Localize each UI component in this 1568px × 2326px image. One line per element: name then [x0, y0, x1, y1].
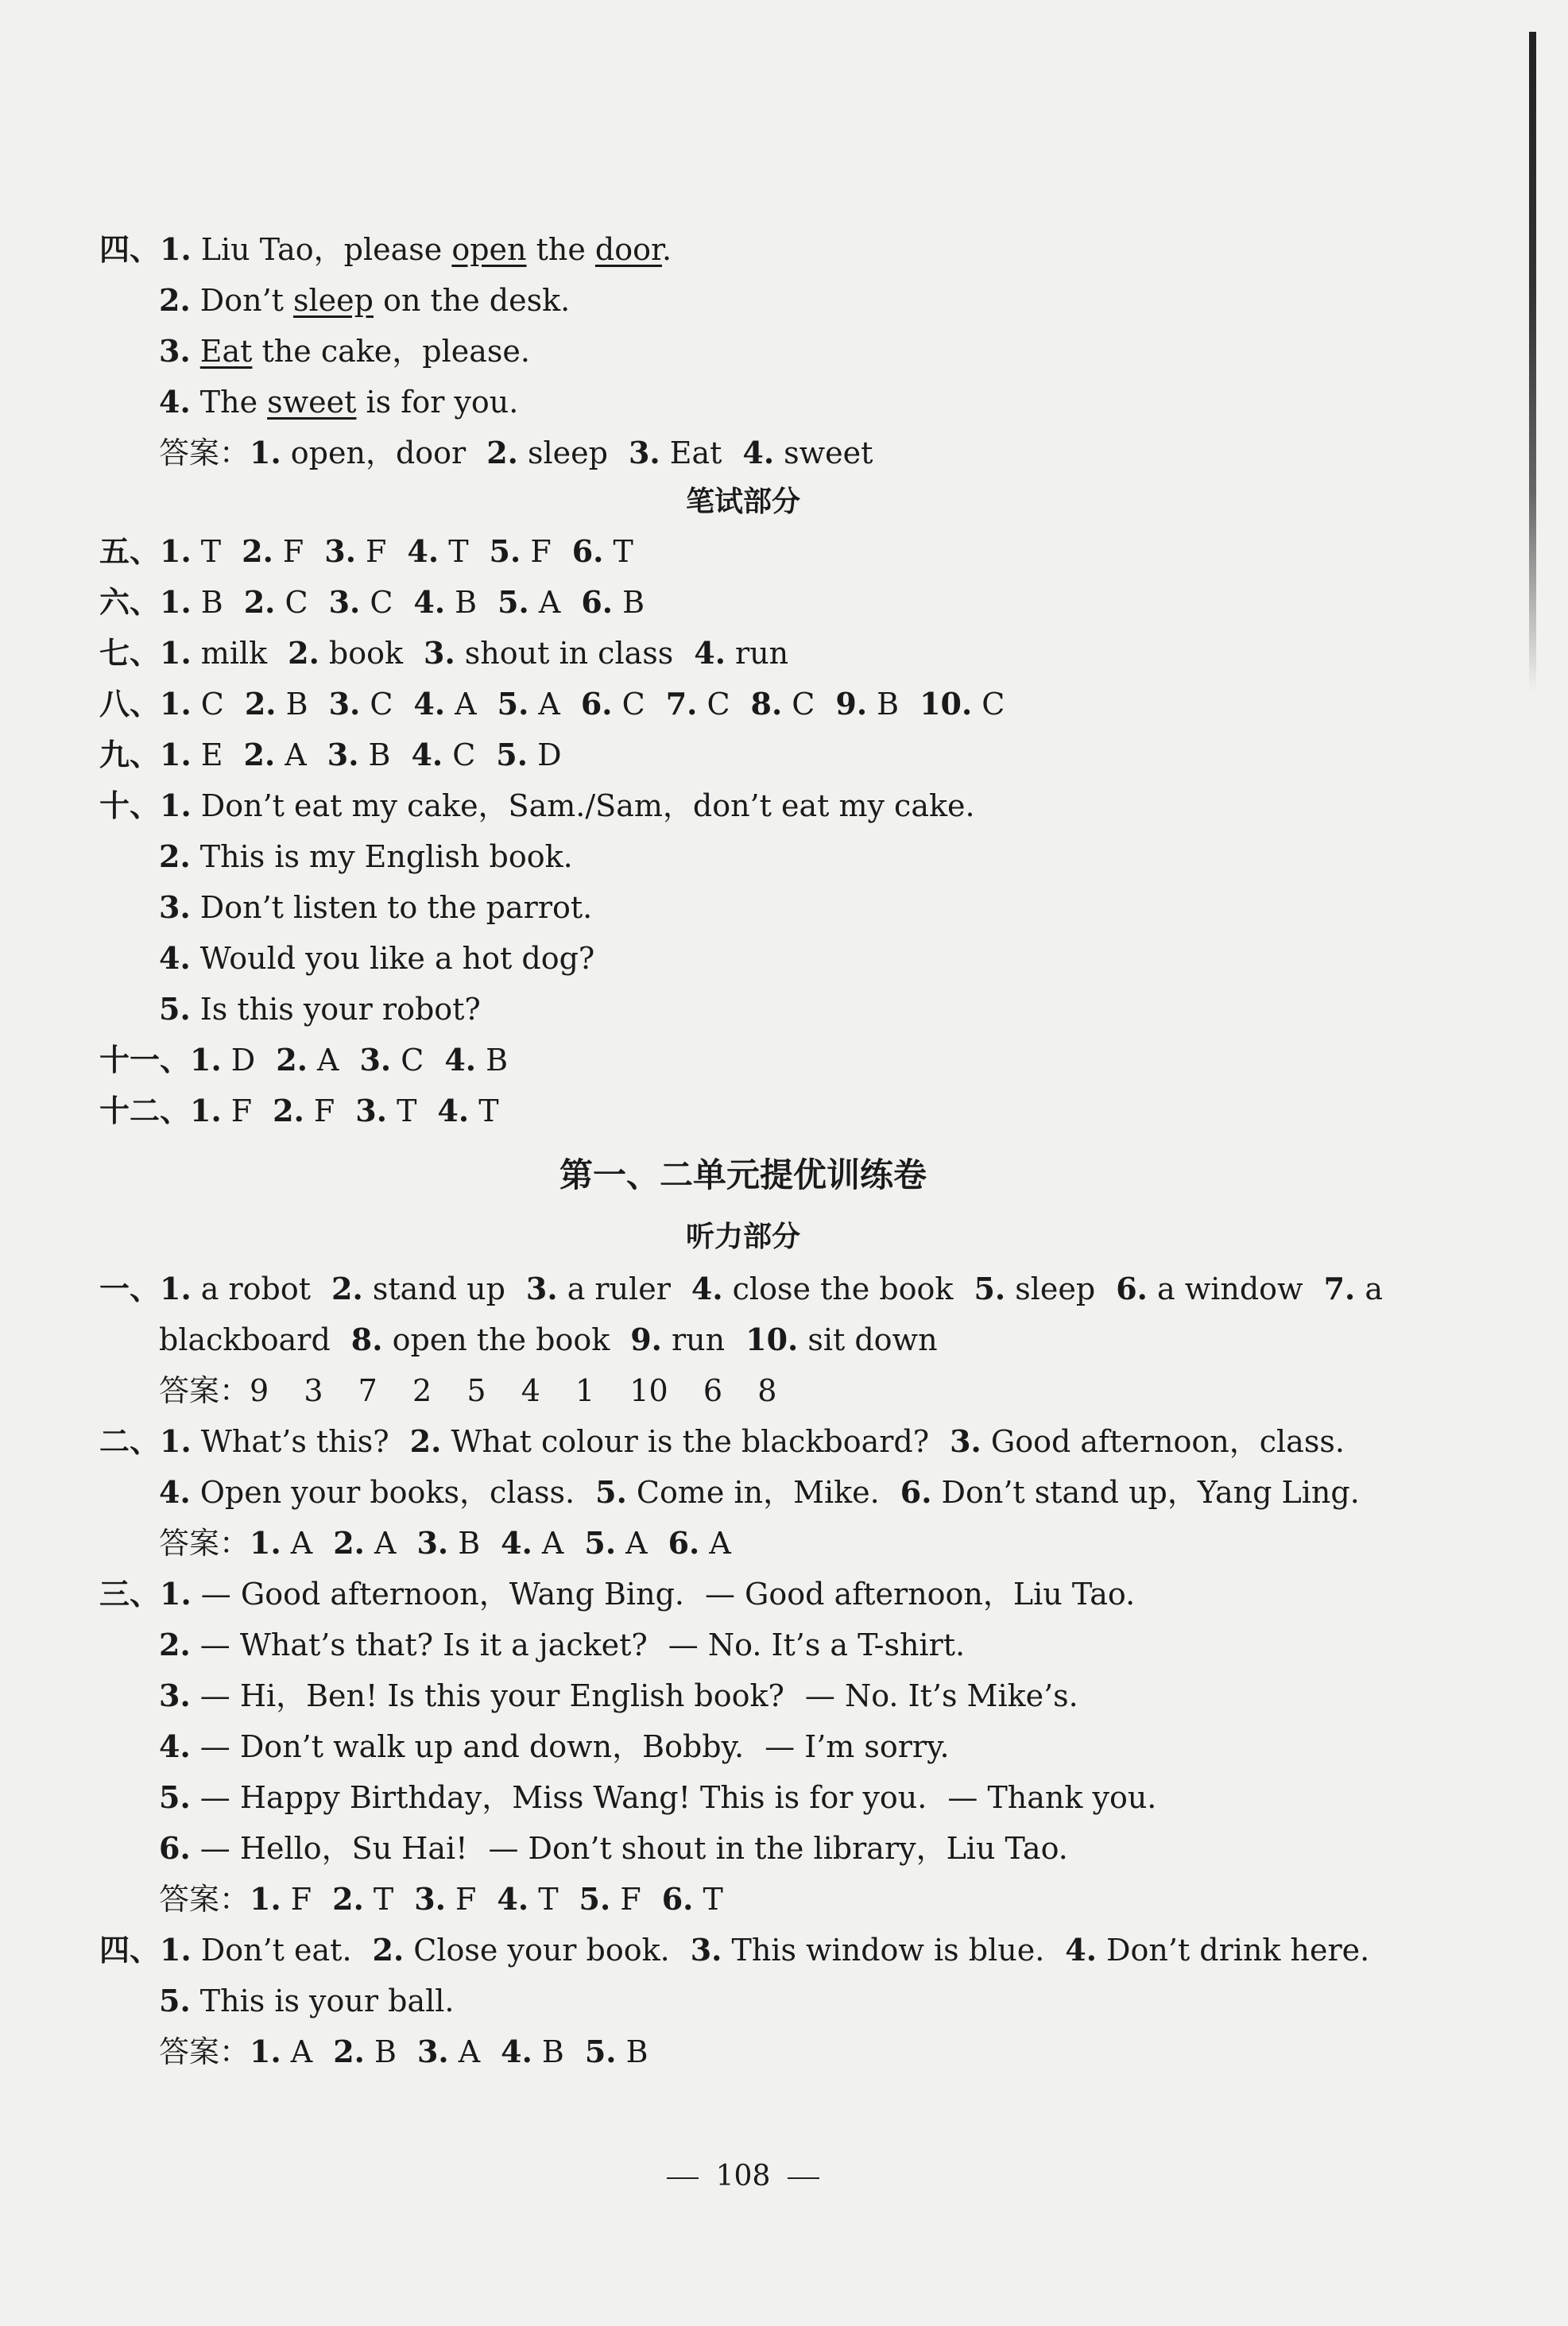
footer-dash-right [788, 2177, 819, 2179]
s10-q5: 5. Is this your robot? [159, 991, 481, 1027]
l2-answers: 答案：1. A 2. A 3. B 4. A 5. A 6. A [159, 1525, 731, 1561]
l1-answers: 答案：9 3 7 2 5 4 1 10 6 8 [159, 1373, 777, 1408]
written-section-heading: 笔试部分 [685, 486, 800, 518]
s10-q4: 4. Would you like a hot dog? [159, 940, 595, 976]
l3-q2: 2. — What’s that? Is it a jacket? — No. It’s a T-shirt. [159, 1627, 966, 1662]
scan-edge-shadow [1529, 32, 1536, 691]
s10-q2: 2. This is my English book. [159, 838, 573, 874]
s7-answers: 七、1. milk 2. book 3. shout in class 4. run [99, 635, 789, 671]
l4-line2: 5. This is your ball. [159, 1983, 455, 2018]
listening-section-heading: 听力部分 [685, 1221, 800, 1253]
s9-answers: 九、1. E 2. A 3. B 4. C 5. D [99, 737, 562, 772]
s11-answers: 十一、1. D 2. A 3. C 4. B [99, 1042, 509, 1078]
l1-line1: 一、1. a robot 2. stand up 3. a ruler 4. close the book 5. sleep 6. a window 7. a [99, 1271, 1383, 1306]
unit-title: 第一、二单元提优训练卷 [559, 1155, 927, 1194]
l3-q3: 3. — Hi，Ben! Is this your English book? — No. It’s Mike’s. [159, 1678, 1078, 1713]
s4-q3: 3. Eat the cake，please. [159, 333, 530, 369]
l2-line2: 4. Open your books，class. 5. Come in，Mike. 6. Don’t stand up，Yang Ling. [159, 1474, 1360, 1510]
l3-q5: 5. — Happy Birthday，Miss Wang! This is for you. — Thank you. [159, 1779, 1157, 1815]
s10-q1: 十、1. Don’t eat my cake，Sam./Sam，don’t eat my cake. [99, 788, 975, 823]
l4-line1: 四、1. Don’t eat. 2. Close your book. 3. This window is blue. 4. Don’t drink here. [99, 1932, 1370, 1968]
l3-q1: 三、1. — Good afternoon，Wang Bing. — Good afternoon，Liu Tao. [99, 1576, 1136, 1612]
l3-answers: 答案：1. F 2. T 3. F 4. T 5. F 6. T [159, 1881, 723, 1917]
l3-q6: 6. — Hello，Su Hai! — Don’t shout in the library，Liu Tao. [159, 1830, 1068, 1866]
footer-dash-left [667, 2177, 699, 2179]
l3-q4: 4. — Don’t walk up and down，Bobby. — I’m sorry. [159, 1728, 950, 1764]
s4-q2: 2. Don’t sleep on the desk. [159, 282, 571, 318]
l1-line2: blackboard 8. open the book 9. run 10. sit down [159, 1322, 938, 1357]
s4-q4: 4. The sweet is for you. [159, 384, 519, 420]
page-footer [0, 2158, 1486, 2195]
s6-answers: 六、1. B 2. C 3. C 4. B 5. A 6. B [99, 584, 645, 620]
s4-answers: 答案：1. open，door 2. sleep 3. Eat 4. sweet [159, 435, 873, 470]
s4-q1: 四、1. Liu Tao，please open the door. [99, 231, 672, 267]
s5-answers: 五、1. T 2. F 3. F 4. T 5. F 6. T [99, 533, 633, 569]
page-number: 108 [715, 2160, 771, 2192]
s10-q3: 3. Don’t listen to the parrot. [159, 889, 593, 925]
s8-answers: 八、1. C 2. B 3. C 4. A 5. A 6. C 7. C 8. C 9. B 10. C [99, 686, 1005, 722]
s12-answers: 十二、1. F 2. F 3. T 4. T [99, 1093, 499, 1128]
l2-line1: 二、1. What’s this? 2. What colour is the blackboard? 3. Good afternoon，class. [99, 1423, 1345, 1459]
l4-answers: 答案：1. A 2. B 3. A 4. B 5. B [159, 2034, 648, 2069]
